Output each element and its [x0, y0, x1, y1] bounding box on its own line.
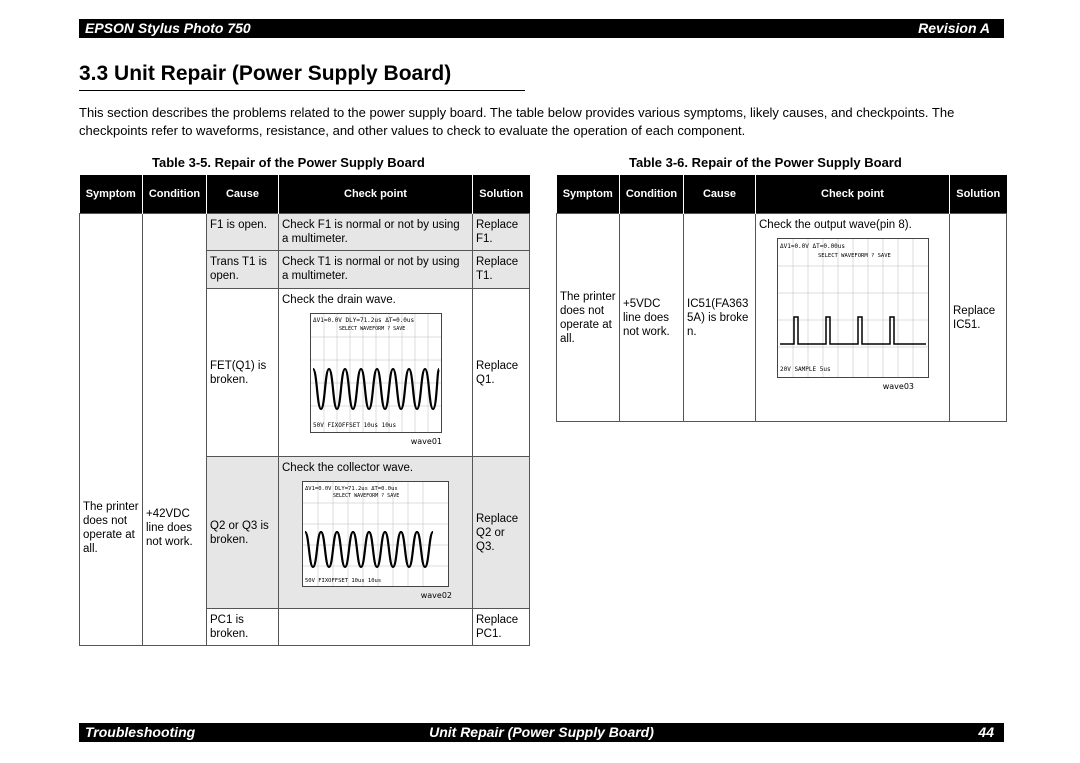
- header-revision: Revision A: [918, 20, 990, 36]
- solution-cell: Replace Q1.: [473, 289, 530, 457]
- col-header-checkpoint: Check point: [279, 175, 473, 214]
- col-header-cause: Cause: [684, 175, 756, 214]
- scope-menu: SELECT WAVEFORM ? SAVE: [338, 326, 405, 332]
- col-header-cause: Cause: [207, 175, 279, 214]
- intro-paragraph: This section describes the problems related to the power supply board. The table below provides various symptoms, likely causes, and checkpoints. The checkpoints refer to waveforms, resistance, and other values to check to evaluate the operation of each component.: [79, 105, 955, 138]
- solution-cell: Replace IC51.: [950, 214, 1007, 422]
- solution-cell: Replace F1.: [473, 214, 530, 251]
- header-product: EPSON Stylus Photo 750: [85, 20, 251, 36]
- condition-cell: +42VDC line does not work.: [143, 214, 207, 646]
- cause-cell: IC51(FA3635A) is broken.: [684, 214, 756, 422]
- repair-table-2: [556, 175, 1007, 422]
- scope-readout: ΔV1=0.0V DLY=71.2us ΔT=0.0us: [312, 317, 414, 324]
- page-header-bar: [79, 19, 1004, 38]
- check-text: Check the collector wave.: [282, 462, 414, 474]
- scope-menu: SELECT WAVEFORM ? SAVE: [817, 253, 891, 259]
- wave-label: wave01: [410, 437, 442, 446]
- solution-cell: Replace Q2 or Q3.: [473, 457, 530, 609]
- check-text: Check the output wave(pin 8).: [759, 219, 912, 231]
- table-row: [80, 214, 530, 251]
- repair-table-1: [79, 175, 530, 646]
- page-footer-bar: [79, 723, 1004, 742]
- check-cell-output: [756, 214, 950, 422]
- page-number: 44: [978, 724, 994, 740]
- collector-waveform-image: [302, 481, 449, 587]
- symptom-cell: The printer does not operate at all.: [557, 214, 620, 422]
- solution-cell: Replace PC1.: [473, 609, 530, 646]
- check-text: Check the drain wave.: [282, 294, 396, 306]
- check-cell-drain: [279, 289, 473, 457]
- condition-cell: +5VDC line does not work.: [620, 214, 684, 422]
- drain-waveform-image: [310, 313, 442, 433]
- wave-label: wave03: [882, 382, 914, 391]
- symptom-cell: The printer does not operate at all.: [80, 214, 143, 646]
- scope-readout: ΔV1=0.0V ΔT=0.00us: [779, 243, 845, 250]
- check-cell: Check T1 is normal or not by using a multimeter.: [279, 251, 473, 289]
- check-cell: [279, 609, 473, 646]
- scope-readout: ΔV1=0.0V DLY=71.2us ΔT=0.0us: [305, 486, 398, 492]
- table2-caption: Table 3-6. Repair of the Power Supply Board: [629, 155, 902, 170]
- table-row: [557, 214, 1007, 422]
- check-cell-collector: [279, 457, 473, 609]
- col-header-condition: Condition: [143, 175, 207, 214]
- footer-chapter: Troubleshooting: [85, 724, 196, 740]
- output-waveform-image: [777, 238, 929, 378]
- col-header-solution: Solution: [950, 175, 1007, 214]
- col-header-symptom: Symptom: [80, 175, 143, 214]
- table1-caption: Table 3-5. Repair of the Power Supply Board: [152, 155, 425, 170]
- cause-cell: FET(Q1) is broken.: [207, 289, 279, 457]
- cause-cell: F1 is open.: [207, 214, 279, 251]
- col-header-solution: Solution: [473, 175, 530, 214]
- col-header-symptom: Symptom: [557, 175, 620, 214]
- scope-scale: 20V SAMPLE 5us: [779, 366, 831, 373]
- footer-section: Unit Repair (Power Supply Board): [429, 724, 654, 740]
- cause-cell: Trans T1 is open.: [207, 251, 279, 289]
- wave-label: wave02: [420, 591, 452, 600]
- scope-scale: 50V FIXOFFSET 10us 10us: [312, 422, 396, 429]
- col-header-condition: Condition: [620, 175, 684, 214]
- scope-menu: SELECT WAVEFORM ? SAVE: [333, 493, 400, 499]
- col-header-checkpoint: Check point: [756, 175, 950, 214]
- cause-cell: Q2 or Q3 is broken.: [207, 457, 279, 609]
- solution-cell: Replace T1.: [473, 251, 530, 289]
- section-title: 3.3 Unit Repair (Power Supply Board): [79, 62, 452, 85]
- check-cell: Check F1 is normal or not by using a multimeter.: [279, 214, 473, 251]
- cause-cell: PC1 is broken.: [207, 609, 279, 646]
- scope-scale: 50V FIXOFFSET 10us 10us: [305, 578, 382, 584]
- title-rule: [79, 90, 525, 91]
